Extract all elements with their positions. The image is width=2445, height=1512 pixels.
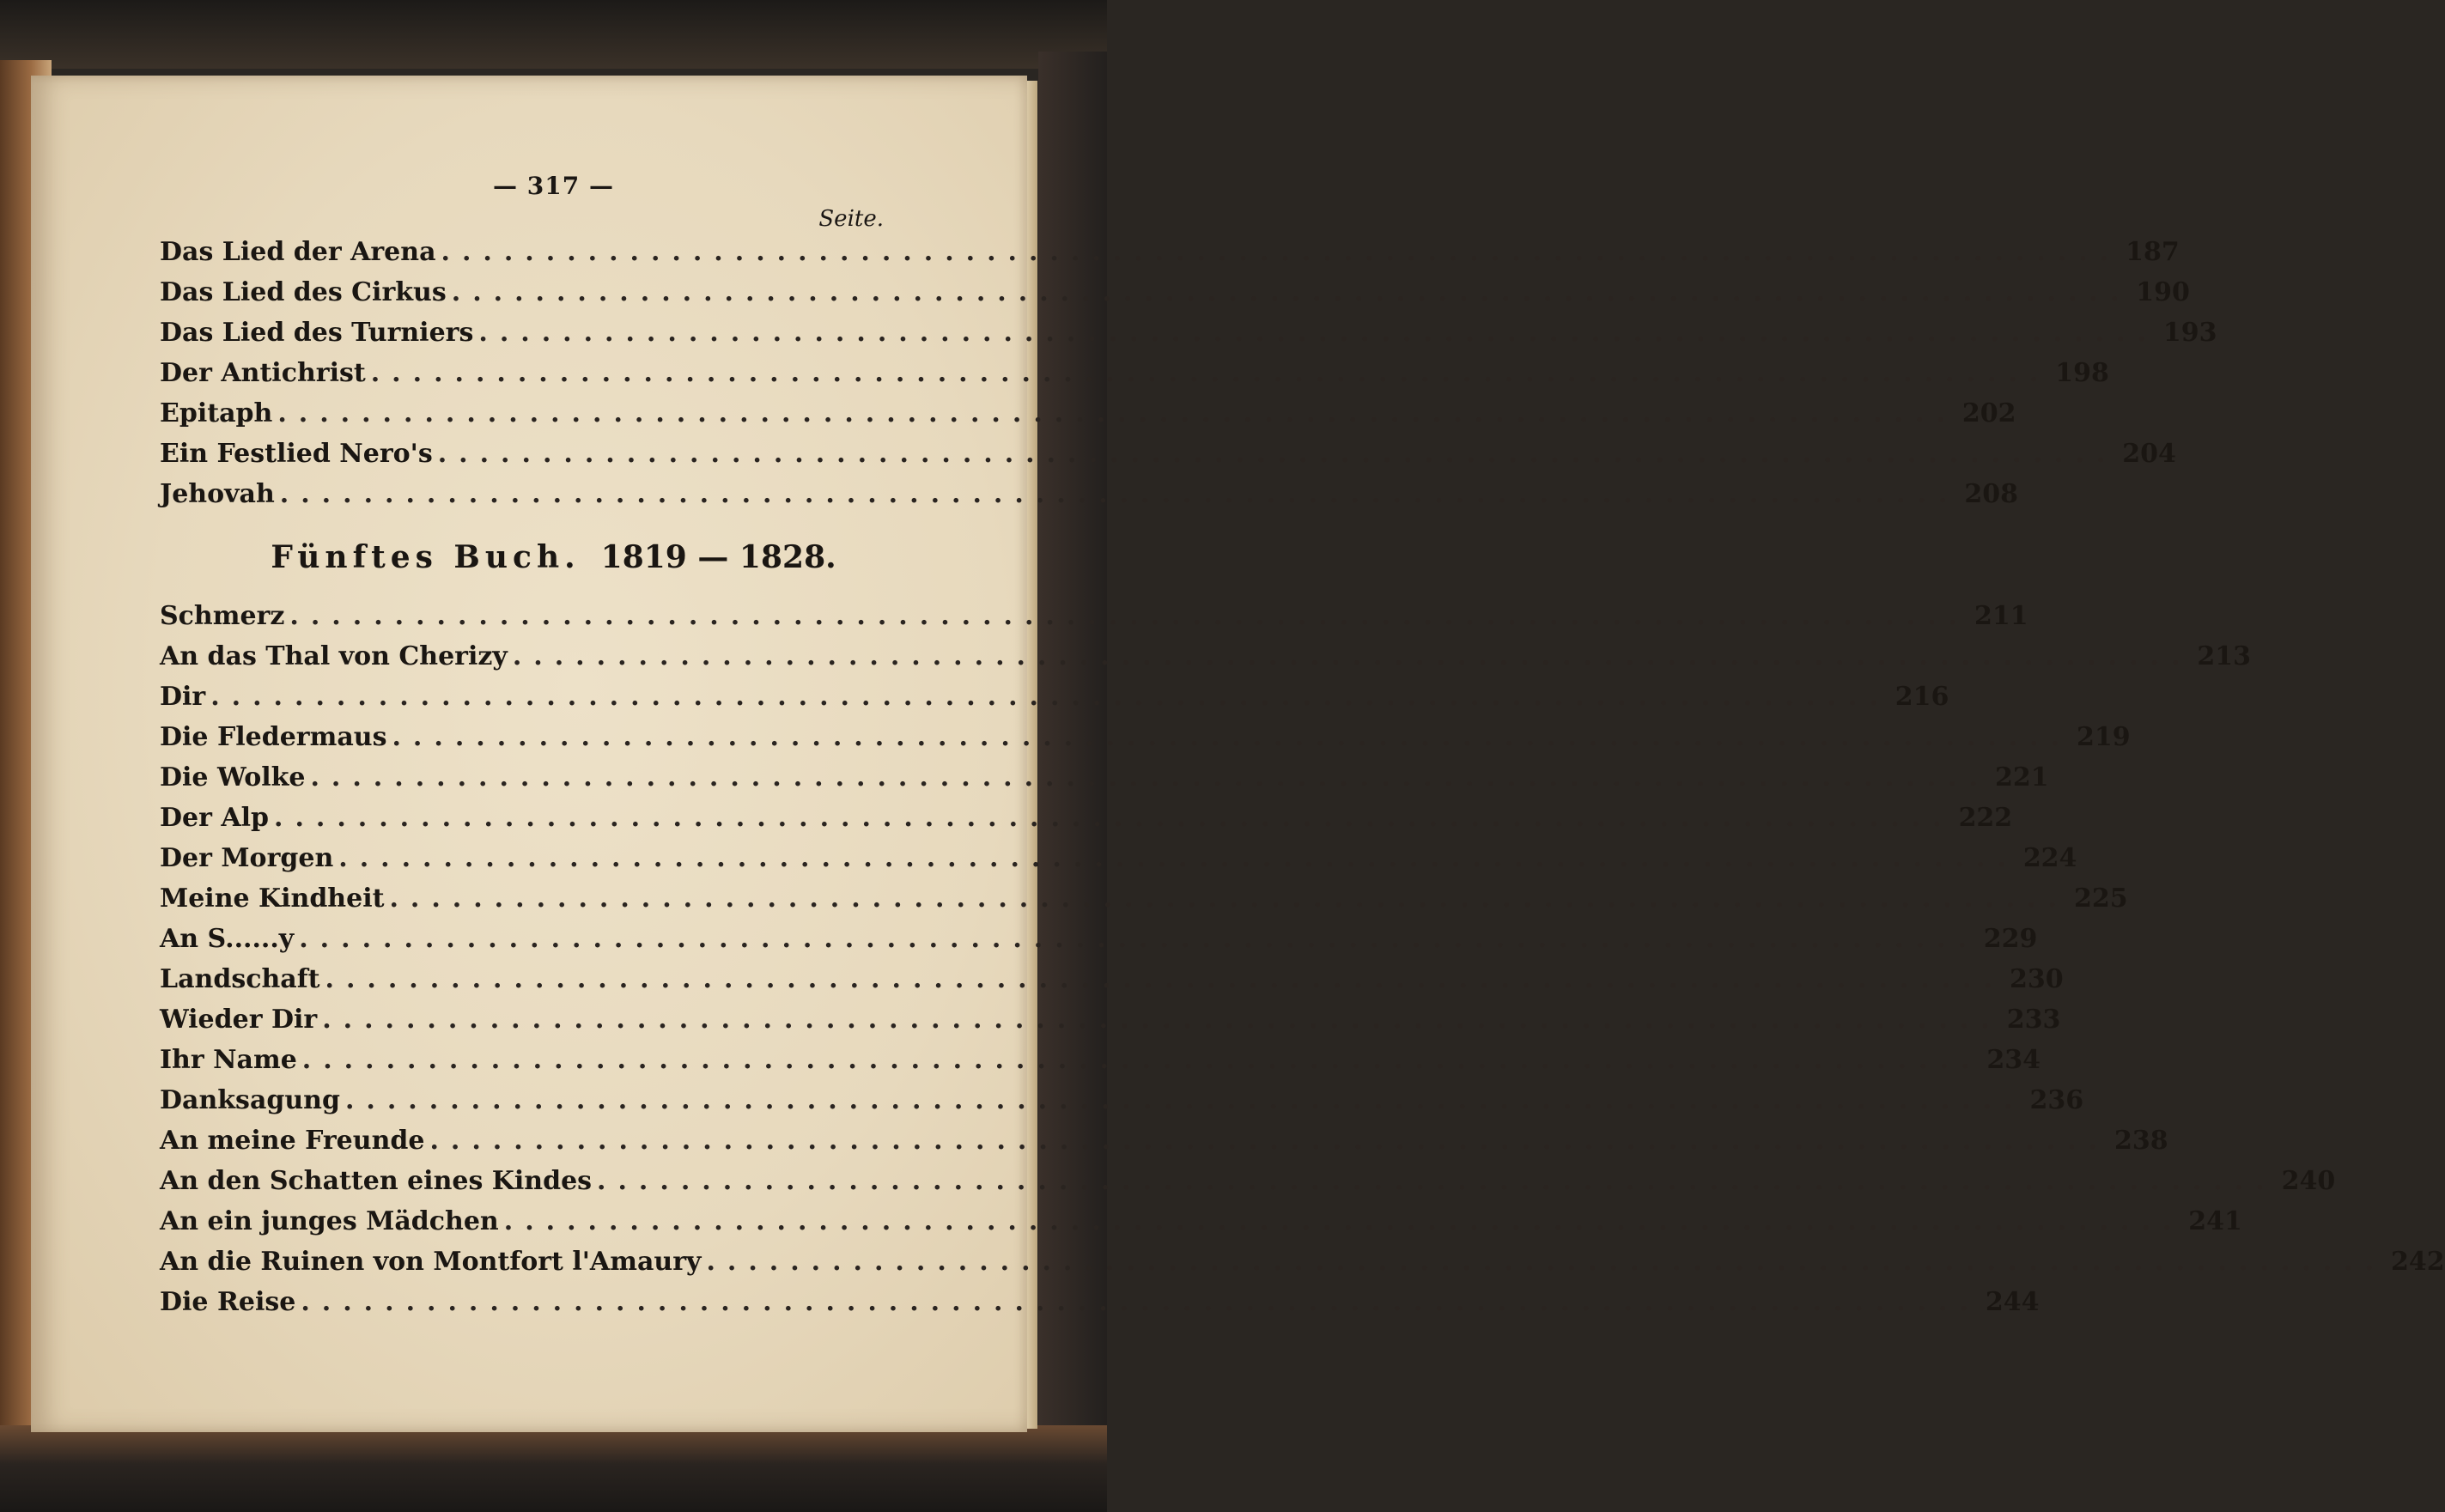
- toc-entry-page: 241: [2188, 1206, 2242, 1236]
- dot-leader: ................................................................................: [210, 682, 1890, 712]
- toc-entry: [160, 884, 2128, 918]
- toc-entry-page: 238: [2114, 1126, 2168, 1156]
- toc-entry-title: Meine Kindheit: [160, 884, 385, 914]
- toc-entry: [160, 722, 2131, 756]
- dot-leader: ................................................................................: [289, 601, 1969, 631]
- toc-entry-title: An meine Freunde: [160, 1126, 425, 1156]
- toc-entry-title: Ihr Name: [160, 1045, 297, 1075]
- toc-entry-title: An ein junges Mädchen: [160, 1206, 499, 1236]
- toc-entry: [160, 277, 2190, 312]
- toc-entry: [160, 1045, 2041, 1079]
- toc-entry-page: 198: [2055, 358, 2109, 388]
- toc-entry-title: Epitaph: [160, 398, 273, 428]
- dot-leader: ................................................................................: [389, 884, 2069, 914]
- dot-leader: ................................................................................: [274, 803, 1954, 833]
- toc-entry-page: 211: [1974, 601, 2028, 631]
- toc-entry-page: 236: [2029, 1085, 2084, 1115]
- dot-leader: ................................................................................: [310, 762, 1991, 792]
- toc-entry-title: Das Lied des Turniers: [160, 318, 474, 348]
- toc-entry-page: 204: [2122, 439, 2176, 469]
- toc-entry: [160, 358, 2109, 392]
- dot-leader: ................................................................................: [512, 641, 2193, 671]
- toc-entry-page: 234: [1986, 1045, 2041, 1075]
- toc-entry-page: 187: [2126, 237, 2180, 267]
- toc-entry: [160, 1166, 2336, 1200]
- dot-leader: ................................................................................: [277, 398, 1957, 428]
- toc-entry-title: Schmerz: [160, 601, 285, 631]
- toc-entry-title: Das Lied der Arena: [160, 237, 436, 267]
- toc-entry: [160, 479, 2018, 513]
- toc-entry-page: 222: [1958, 803, 2013, 833]
- toc-entry-title: Die Fledermaus: [160, 722, 387, 752]
- toc-entry-title: Landschaft: [160, 964, 320, 994]
- toc-entry-page: 190: [2136, 277, 2190, 307]
- toc-entry: [160, 1005, 2061, 1039]
- dot-leader: ................................................................................: [706, 1247, 2386, 1277]
- toc-entry-title: Danksagung: [160, 1085, 340, 1115]
- section-heading: [0, 539, 1107, 575]
- toc-entry: [160, 924, 2038, 958]
- toc-entry: [160, 1206, 2242, 1241]
- toc-entry-page: 229: [1983, 924, 2038, 954]
- toc-entry: [160, 964, 2064, 999]
- toc-entry: [160, 1085, 2084, 1120]
- toc-entry-page: 219: [2077, 722, 2131, 752]
- toc-entry-page: 242: [2390, 1247, 2445, 1277]
- toc-entry-title: An das Thal von Cherizy: [160, 641, 508, 671]
- toc-entry-page: 208: [1964, 479, 2018, 509]
- dot-leader: ................................................................................: [279, 479, 1960, 509]
- book-binding-top: [0, 0, 1107, 69]
- dot-leader: ................................................................................: [441, 237, 2121, 267]
- column-header-seite: Seite.: [818, 206, 884, 232]
- toc-entry-page: 230: [2010, 964, 2064, 994]
- dot-leader: ................................................................................: [370, 358, 2051, 388]
- dot-leader: ................................................................................: [437, 439, 2118, 469]
- page-number: — 317 —: [493, 172, 614, 200]
- toc-entry-title: Jehovah: [160, 479, 275, 509]
- dot-leader: ................................................................................: [503, 1206, 2184, 1236]
- toc-entry: [160, 318, 2217, 352]
- dot-leader: ................................................................................: [597, 1166, 2277, 1196]
- toc-entry-title: Wieder Dir: [160, 1005, 318, 1035]
- toc-entry: [160, 601, 2028, 635]
- toc-entry-title: Der Alp: [160, 803, 270, 833]
- dot-leader: ................................................................................: [338, 843, 2018, 873]
- toc-entry-page: 202: [1961, 398, 2016, 428]
- toc-entry-title: Ein Festlied Nero's: [160, 439, 433, 469]
- toc-entry: [160, 641, 2252, 676]
- section-years: 1819 — 1828.: [600, 539, 836, 575]
- dot-leader: ................................................................................: [478, 318, 2158, 348]
- book-board-bottom: [0, 1425, 1107, 1512]
- toc-entry: [160, 237, 2180, 271]
- dot-leader: ................................................................................: [322, 1005, 2002, 1035]
- toc-entry-title: An S......y: [160, 924, 295, 954]
- dot-leader: ................................................................................: [429, 1126, 2109, 1156]
- dot-leader: ................................................................................: [392, 722, 2072, 752]
- toc-entry: [160, 762, 2049, 797]
- toc-entry-title: Der Antichrist: [160, 358, 366, 388]
- toc-entry-title: Der Morgen: [160, 843, 334, 873]
- toc-entry: [160, 682, 1949, 716]
- toc-entry-page: 193: [2162, 318, 2217, 348]
- toc-entry-page: 233: [2006, 1005, 2061, 1035]
- toc-entry-title: Das Lied des Cirkus: [160, 277, 447, 307]
- toc-entry-title: Die Wolke: [160, 762, 306, 792]
- toc-entry: [160, 1126, 2168, 1160]
- toc-entry-page: 225: [2074, 884, 2128, 914]
- toc-entry: [160, 843, 2077, 877]
- toc-entry-page: 213: [2197, 641, 2252, 671]
- dot-leader: ................................................................................: [301, 1045, 1982, 1075]
- toc-entry: [160, 803, 2013, 837]
- toc-entry-title: An die Ruinen von Montfort l'Amaury: [160, 1247, 702, 1277]
- dot-leader: ................................................................................: [301, 1287, 1980, 1317]
- dot-leader: ................................................................................: [451, 277, 2132, 307]
- toc-entry-page: 240: [2281, 1166, 2336, 1196]
- toc-entry: [160, 439, 2176, 473]
- toc-entry-title: An den Schatten eines Kindes: [160, 1166, 593, 1196]
- toc-entry: [160, 398, 2016, 433]
- dot-leader: ................................................................................: [344, 1085, 2025, 1115]
- toc-entry-page: 221: [1995, 762, 2049, 792]
- toc-entry-page: 244: [1985, 1287, 2040, 1317]
- toc-entry-page: 224: [2022, 843, 2077, 873]
- toc-entry: [160, 1247, 2445, 1281]
- dot-leader: ................................................................................: [325, 964, 2005, 994]
- toc-entry-title: Die Reise: [160, 1287, 296, 1317]
- toc-entry-page: 216: [1895, 682, 1949, 712]
- section-title: Fünftes Buch.: [271, 539, 581, 575]
- toc-entry: [160, 1287, 2040, 1321]
- dot-leader: ................................................................................: [299, 924, 1979, 954]
- toc-entry-title: Dir: [160, 682, 206, 712]
